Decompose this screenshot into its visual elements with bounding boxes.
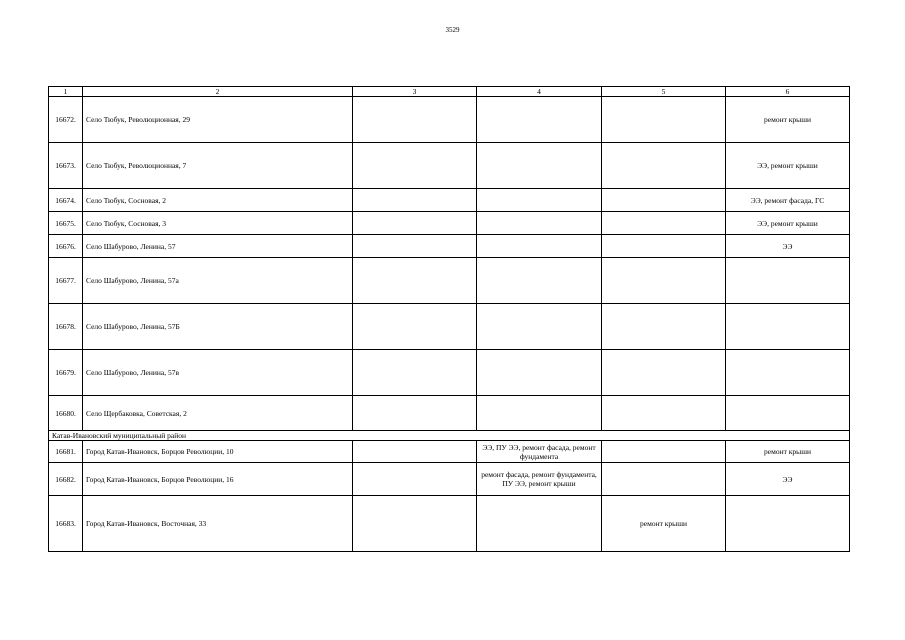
row-address: Село Тюбук, Сосновая, 2 [83, 189, 353, 212]
row-col3 [353, 463, 477, 496]
row-col5 [602, 350, 726, 396]
row-number: 16675. [49, 212, 83, 235]
row-address: Город Катав-Ивановск, Борцов Революции, 16 [83, 463, 353, 496]
row-col4 [477, 189, 602, 212]
column-header-2: 2 [83, 87, 353, 97]
row-col3 [353, 350, 477, 396]
row-address: Село Тюбук, Сосновая, 3 [83, 212, 353, 235]
page-number: 3529 [445, 26, 460, 34]
row-address: Город Катав-Ивановск, Борцов Революции, 10 [83, 441, 353, 463]
column-header-1: 1 [49, 87, 83, 97]
row-col5 [602, 235, 726, 258]
row-col4 [477, 304, 602, 350]
row-col6: ЭЭ, ремонт фасада, ГС [726, 189, 850, 212]
row-col5 [602, 463, 726, 496]
row-number: 16678. [49, 304, 83, 350]
section-title: Катав-Ивановский муниципальный район [49, 431, 850, 441]
row-col5 [602, 258, 726, 304]
row-col5 [602, 189, 726, 212]
row-number: 16676. [49, 235, 83, 258]
table-row [49, 97, 850, 143]
row-col5 [602, 212, 726, 235]
row-col6 [726, 396, 850, 431]
row-col4 [477, 396, 602, 431]
row-col3 [353, 212, 477, 235]
table-row [49, 212, 850, 235]
row-number: 16672. [49, 97, 83, 143]
row-col3 [353, 235, 477, 258]
row-col4: ЭЭ, ПУ ЭЭ, ремонт фасада, ремонт фундамента [477, 441, 602, 463]
row-address: Село Шабурово, Ленина, 57Б [83, 304, 353, 350]
row-col6: ЭЭ [726, 235, 850, 258]
row-col6 [726, 350, 850, 396]
row-col5 [602, 143, 726, 189]
row-col3 [353, 304, 477, 350]
table-row [49, 304, 850, 350]
row-address: Село Тюбук, Революционная, 7 [83, 143, 353, 189]
row-col6: ЭЭ, ремонт крыши [726, 143, 850, 189]
row-col3 [353, 97, 477, 143]
row-col4: ремонт фасада, ремонт фундамента, ПУ ЭЭ, ремонт крыши [477, 463, 602, 496]
row-col6: ремонт крыши [726, 97, 850, 143]
column-header-6: 6 [726, 87, 850, 97]
table-row [49, 235, 850, 258]
row-col4 [477, 97, 602, 143]
row-number: 16683. [49, 496, 83, 552]
table-row [49, 258, 850, 304]
row-col4 [477, 212, 602, 235]
row-address: Село Шабурово, Ленина, 57 [83, 235, 353, 258]
row-number: 16677. [49, 258, 83, 304]
row-number: 16682. [49, 463, 83, 496]
row-col6 [726, 258, 850, 304]
row-number: 16680. [49, 396, 83, 431]
column-header-3: 3 [353, 87, 477, 97]
row-address: Село Шабурово, Ленина, 57а [83, 258, 353, 304]
row-number: 16681. [49, 441, 83, 463]
row-number: 16679. [49, 350, 83, 396]
row-col6 [726, 304, 850, 350]
row-address: Село Щербаковка, Советская, 2 [83, 396, 353, 431]
row-number: 16674. [49, 189, 83, 212]
row-col6: ремонт крыши [726, 441, 850, 463]
row-col5 [602, 441, 726, 463]
row-col3 [353, 189, 477, 212]
table-row [49, 189, 850, 212]
row-col3 [353, 143, 477, 189]
row-col4 [477, 143, 602, 189]
table-row [49, 463, 850, 496]
column-header-4: 4 [477, 87, 602, 97]
housing-repair-table [48, 86, 850, 552]
column-header-5: 5 [602, 87, 726, 97]
table-row [49, 496, 850, 552]
row-col4 [477, 235, 602, 258]
row-col5 [602, 304, 726, 350]
row-col4 [477, 258, 602, 304]
table-row [49, 350, 850, 396]
row-col5 [602, 97, 726, 143]
row-number: 16673. [49, 143, 83, 189]
row-address: Город Катав-Ивановск, Восточная, 33 [83, 496, 353, 552]
table-row [49, 396, 850, 431]
row-col6 [726, 496, 850, 552]
table-row [49, 441, 850, 463]
row-col5: ремонт крыши [602, 496, 726, 552]
row-col4 [477, 496, 602, 552]
section-header-row [49, 431, 850, 441]
row-address: Село Шабурово, Ленина, 57в [83, 350, 353, 396]
column-number-row [49, 87, 850, 97]
row-col6: ЭЭ [726, 463, 850, 496]
row-col3 [353, 396, 477, 431]
row-col3 [353, 258, 477, 304]
table-row [49, 143, 850, 189]
row-col5 [602, 396, 726, 431]
row-col3 [353, 496, 477, 552]
row-address: Село Тюбук, Революционная, 29 [83, 97, 353, 143]
row-col4 [477, 350, 602, 396]
row-col3 [353, 441, 477, 463]
row-col6: ЭЭ, ремонт крыши [726, 212, 850, 235]
